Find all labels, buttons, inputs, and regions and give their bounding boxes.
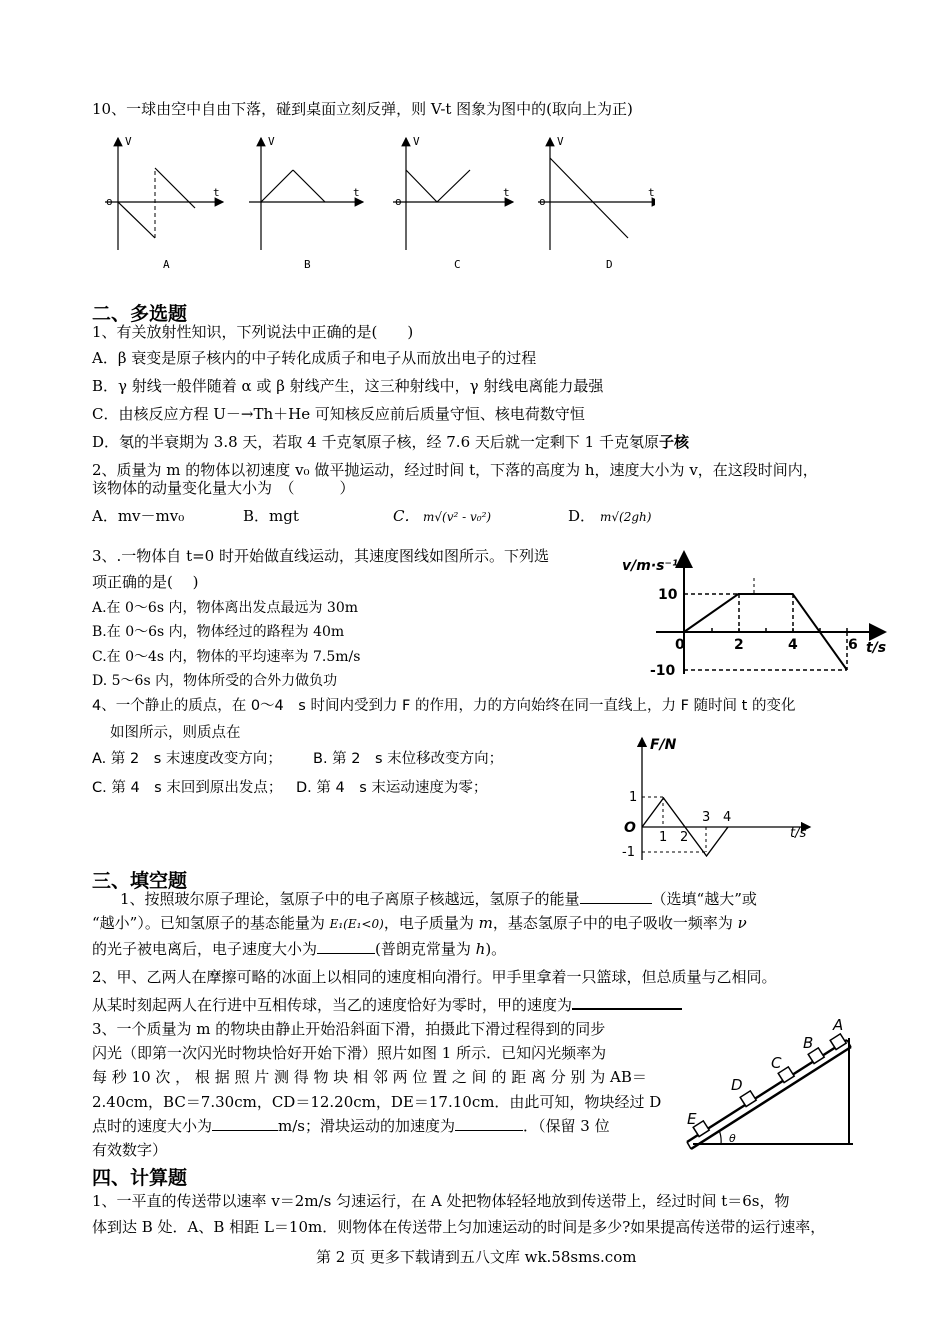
s2q3-option-d: D. 5～6s 内，物体所受的合外力做负功 xyxy=(92,673,338,689)
s3q2-line1: 2、甲、乙两人在摩擦可略的冰面上以相同的速度相向滑行。甲手里拿着一只篮球，但总质量与乙相同。 xyxy=(92,968,777,986)
s4q1-line1: 1、一平直的传送带以速率 v＝2m/s 匀速运行，在 A 处把物体轻轻地放到传送带上，经过时间 t＝6s，物 xyxy=(92,1192,790,1210)
s3q3-line1: 3、一个质量为 m 的物块由静止开始沿斜面下滑，拍摄此下滑过程得到的同步 xyxy=(92,1020,606,1038)
vt-ytick-10: 10 xyxy=(658,587,678,603)
option-label-d: D xyxy=(606,258,613,271)
s2q2-option-c-formula: m√(v² - v₀²) xyxy=(423,510,492,524)
option-label-b: B xyxy=(304,258,311,271)
s3q3-line4: 2.40cm，BC＝7.30cm，CD＝12.20cm，DE＝17.10cm．由此可知，物块经过 D xyxy=(92,1093,662,1111)
s2q2-option-d-label: D． xyxy=(568,507,596,525)
s2q3-option-c: C.在 0～4s 内，物体的平均速率为 7.5m/s xyxy=(92,649,361,665)
s3q3-blank1[interactable] xyxy=(212,1116,278,1131)
ft-xtick-2: 2 xyxy=(680,830,689,845)
svg-text:t: t xyxy=(503,186,510,199)
s2q2-option-d-formula: m√(2gh) xyxy=(600,510,652,524)
s3q3-line6: 有效数字） xyxy=(92,1141,168,1159)
svg-text:o: o xyxy=(395,195,402,208)
s2q4-ft-graph xyxy=(620,732,820,862)
ft-xlabel: t/s xyxy=(790,826,807,841)
s2q2-option-c-label: C． xyxy=(393,507,420,525)
s4q1-line2: 体到达 B 处．A、B 相距 L＝10m．则物体在传送带上匀加速运动的时间是多少?如果提高传送带的运行速率， xyxy=(92,1218,826,1236)
s2q2-stem-line1: 2、质量为 m 的物体以初速度 v₀ 做平抛运动，经过时间 t，下落的高度为 h，速度大小为 v，在这段时间内， xyxy=(92,461,818,479)
ft-xtick-3: 3 xyxy=(702,810,711,825)
ft-xtick-4: 4 xyxy=(723,810,732,825)
option-label-a: A xyxy=(163,258,170,271)
s3q3-incline-figure xyxy=(683,1012,863,1157)
s3q1-line1: 1、按照玻尔原子理论，氢原子中的电子离原子核越远，氢原子的能量 （选填“越大”或 xyxy=(120,890,757,908)
ft-ytick-neg1: -1 xyxy=(622,845,635,860)
vt-xtick-4: 4 xyxy=(788,637,798,653)
vt-xtick-0: 0 xyxy=(675,637,685,653)
svg-text:V: V xyxy=(268,135,275,148)
graph-c xyxy=(393,135,513,271)
section3-heading: 三、填空题 xyxy=(92,870,188,892)
svg-text:V: V xyxy=(557,135,564,148)
svg-text:t: t xyxy=(353,186,360,199)
s2q1-stem: 1、有关放射性知识，下列说法中正确的是( ) xyxy=(92,323,414,341)
s3q1-blank1[interactable] xyxy=(580,889,652,904)
origin-label: o xyxy=(106,195,113,208)
s2q1-option-d: D．氡的半衰期为 3.8 天，若取 4 千克氡原子核，经 7.6 天后就一定剩下 1 千克氡原子核 xyxy=(92,433,689,451)
graph-d xyxy=(538,135,655,271)
vt-ytick-neg10: -10 xyxy=(650,663,676,678)
graph-a xyxy=(105,135,223,271)
s2q1-option-a: A．β 衰变是原子核内的中子转化成质子和电子从而放出电子的过程 xyxy=(92,349,537,367)
s2q4-option-b: B. 第 2 s 末位移改变方向； xyxy=(313,751,504,767)
q10-stem: 10、一球由空中自由下落，碰到桌面立刻反弹，则 V-t 图象为图中的(取向上为正) xyxy=(92,100,633,118)
option-label-c: C xyxy=(454,258,461,271)
svg-text:V: V xyxy=(413,135,420,148)
axis-t-label: t xyxy=(213,186,220,199)
vt-xlabel: t/s xyxy=(866,640,887,656)
ft-xtick-1: 1 xyxy=(659,830,668,845)
s3q2-blank[interactable] xyxy=(572,994,682,1010)
s2q4-stem-line2: 如图所示，则质点在 xyxy=(110,725,241,741)
s3q1-line2: “越小”）。已知氢原子的基态能量为 E₁(E₁<0)，电子质量为 m，基态氢原子中的电子吸收一频率为 ν xyxy=(92,914,747,932)
incline-label-theta: θ xyxy=(729,1132,736,1145)
q10-vt-graphs xyxy=(95,128,655,278)
s2q2-option-a: A．mv－mv₀ xyxy=(92,507,185,525)
s2q3-stem-line2: 项正确的是( ) xyxy=(92,573,199,591)
incline-label-d: D xyxy=(731,1076,743,1094)
page-footer: 第 2 页 更多下载请到五八文库 wk.58sms.com xyxy=(316,1248,637,1266)
ft-origin: O xyxy=(624,820,636,836)
s3q3-line5: 点时的速度大小为 m/s；滑块运动的加速度为 ．（保留 3 位 xyxy=(92,1117,610,1135)
s2q3-option-b: B.在 0～6s 内，物体经过的路程为 40m xyxy=(92,624,345,640)
s3q1-line3: 的光子被电离后，电子速度大小为 (普朗克常量为 h)。 xyxy=(92,940,507,958)
ft-ytick-1: 1 xyxy=(629,790,638,805)
svg-text:o: o xyxy=(539,195,546,208)
incline-label-b: B xyxy=(803,1034,814,1052)
vt-ylabel: v/m·s⁻¹ xyxy=(622,558,678,574)
s2q4-stem-line1: 4、一个静止的质点，在 0～4 s 时间内受到力 F 的作用，力的方向始终在同一直线上，力 F 随时间 t 的变化 xyxy=(92,698,796,714)
s3q1-blank2[interactable] xyxy=(317,939,375,954)
s2q2-option-b: B．mgt xyxy=(243,507,299,525)
s2q3-stem-line1: 3、.一物体自 t=0 时开始做直线运动，其速度图线如图所示。下列选 xyxy=(92,547,549,565)
incline-label-c: C xyxy=(771,1054,782,1072)
vt-xtick-6: 6 xyxy=(848,637,858,653)
s2q3-option-a: A.在 0～6s 内，物体离出发点最远为 30m xyxy=(92,600,358,616)
s3q3-line3: 每 秒 10 次 ， 根 据 照 片 测 得 物 块 相 邻 两 位 置 之 间 的 距 离 分 别 为 AB＝ xyxy=(92,1068,647,1086)
svg-text:t: t xyxy=(648,186,655,199)
s3q2-line2: 从某时刻起两人在行进中互相传球，当乙的速度恰好为零时，甲的速度为 xyxy=(92,994,682,1015)
axis-v-label: V xyxy=(125,135,132,148)
s2q3-vt-graph xyxy=(620,548,890,678)
s2q4-option-d: D. 第 4 s 末运动速度为零； xyxy=(296,780,488,796)
s2q1-option-b: B．γ 射线一般伴随着 α 或 β 射线产生，这三种射线中，γ 射线电离能力最强 xyxy=(92,377,604,395)
s2q2-stem-line2: 该物体的动量变化量大小为 （ ） xyxy=(92,479,355,497)
vt-xtick-2: 2 xyxy=(734,637,744,653)
section2-heading: 二、多选题 xyxy=(92,303,188,325)
graph-b xyxy=(249,135,363,271)
s2q4-option-c: C. 第 4 s 末回到原出发点； xyxy=(92,780,283,796)
incline-label-a: A xyxy=(833,1016,844,1034)
incline-label-e: E xyxy=(687,1110,697,1128)
s3q3-blank2[interactable] xyxy=(455,1116,523,1131)
s2q4-option-a: A. 第 2 s 末速度改变方向； xyxy=(92,751,282,767)
ft-ylabel: F/N xyxy=(650,737,677,753)
section4-heading: 四、计算题 xyxy=(92,1167,188,1189)
s2q1-option-c: C．由核反应方程 U－→Th＋He 可知核反应前后质量守恒、核电荷数守恒 xyxy=(92,405,585,423)
s3q3-line2: 闪光（即第一次闪光时物块恰好开始下滑）照片如图 1 所示．已知闪光频率为 xyxy=(92,1044,607,1062)
